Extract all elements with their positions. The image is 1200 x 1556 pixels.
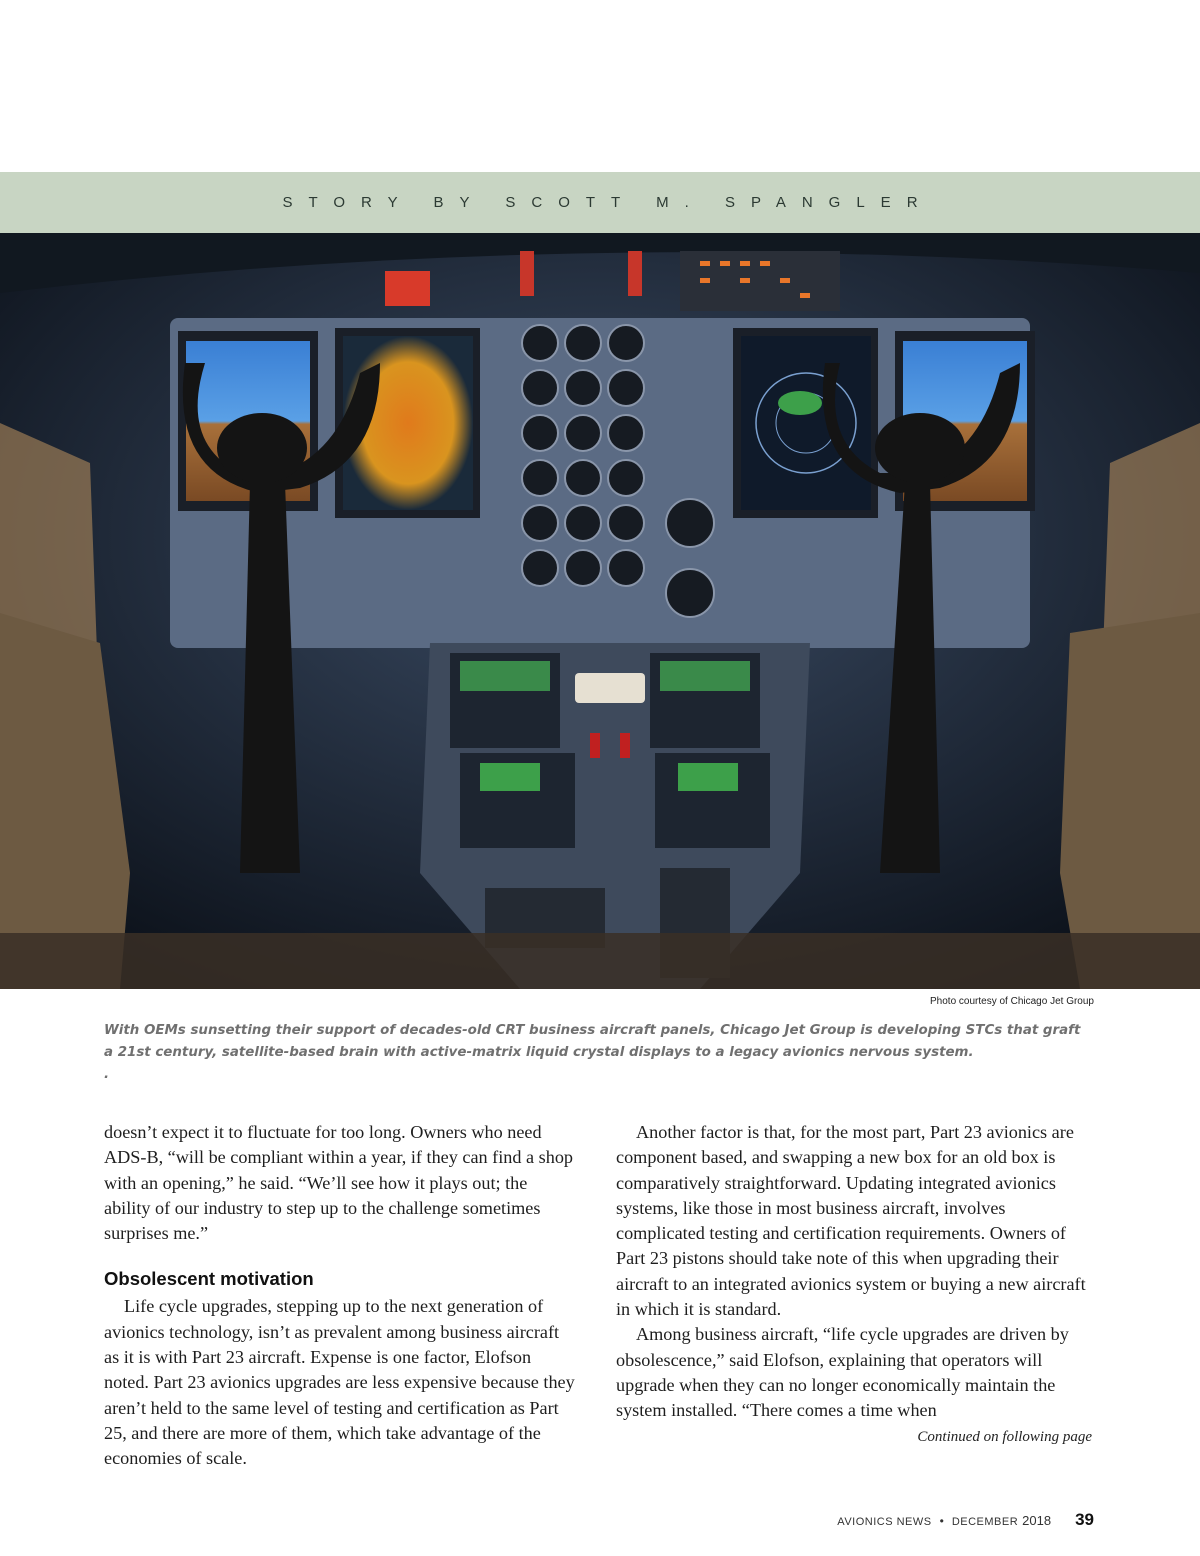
issue-year: 2018: [1022, 1513, 1052, 1528]
photo-caption: [104, 1020, 1094, 1086]
publication-name: AVIONICS NEWS: [837, 1516, 932, 1528]
byline-band: [0, 172, 1200, 233]
page-footer: [837, 1510, 1094, 1530]
section-subhead: Obsolescent motivation: [104, 1268, 314, 1290]
right-paragraph-2: Among business aircraft, “life cycle upgrades are driven by obsolescence,” said Elofson, explaining that operators will upgrade when they can no longer economically maintain the system installed. “There comes a time when: [616, 1324, 1069, 1421]
photo-credit: Photo courtesy of Chicago Jet Group: [930, 996, 1094, 1007]
left-column: [104, 1120, 576, 1472]
right-paragraph-1: Another factor is that, for the most part, Part 23 avionics are component based, and swapping a new box for an old box is comparatively straightforward. Updating integrated avionics systems, like those in most business aircraft, involves complicated testing and certification requirements. Owners of Part 23 pistons should take note of this when upgrading their aircraft to an integrated avionics system or buying a new aircraft in which it is standard.: [616, 1122, 1086, 1320]
caption-trailing-mark: .: [104, 1067, 110, 1082]
left-paragraph-1: doesn’t expect it to fluctuate for too long. Owners who need ADS-B, “will be compliant within a year, if they can find a shop with an opening,” he said. “We’ll see how it plays out; the ability of our industry to step up to the challenge sometimes surprises me.”: [104, 1122, 574, 1244]
page-number: 39: [1075, 1510, 1094, 1529]
caption-text: With OEMs sunsetting their support of decades-old CRT business aircraft panels, Chicago Jet Group is developing STCs that graft a 21st century, satellite-based brain with active-matrix liquid crystal displays to a legacy avionics nervous system.: [104, 1023, 1081, 1060]
left-paragraph-2: Life cycle upgrades, stepping up to the next generation of avionics technology, isn’t as prevalent among business aircraft as it is with Part 23 aircraft. Expense is one factor, Elofson noted. Part 23 avionics upgrades are less expensive because they aren’t held to the same level of testing and certification as Part 25, and there are more of them, which take advantage of the economies of scale.: [104, 1296, 575, 1469]
right-column: [616, 1120, 1088, 1424]
issue-month: DECEMBER: [951, 1516, 1019, 1528]
footer-bullet: •: [939, 1514, 944, 1528]
continued-note: Continued on following page: [917, 1429, 1092, 1445]
byline: STORY BY SCOTT M. SPANGLER: [282, 194, 934, 211]
cockpit-photo: [0, 233, 1200, 989]
